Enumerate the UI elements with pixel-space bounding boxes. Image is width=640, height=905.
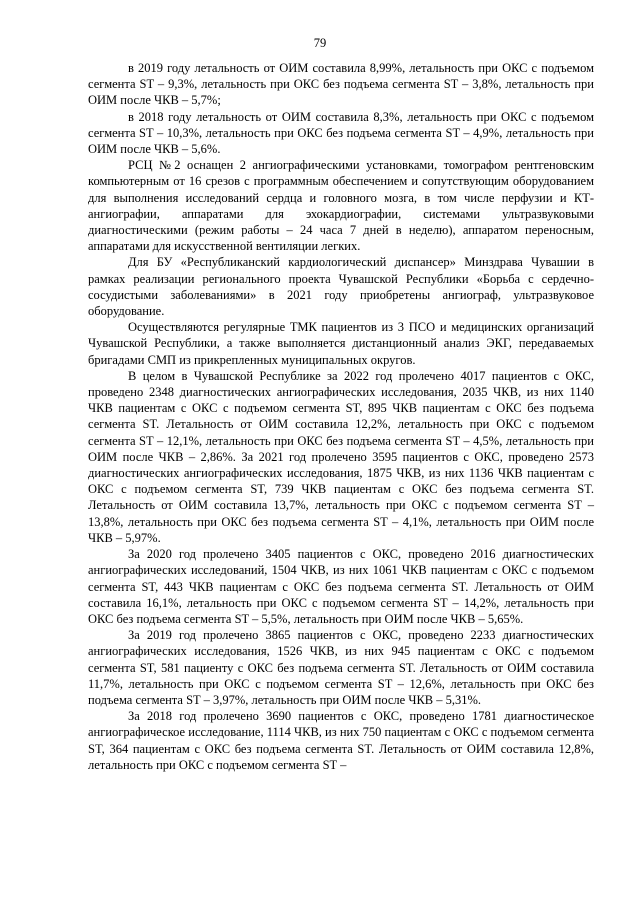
paragraph-2020: За 2020 год пролечено 3405 пациентов с ОКС, проведено 2016 диагностических ангиографических исследований, 1504 ЧКВ, из них 1061 ЧКВ пациентам с ОКС с подъемом сегмента ST, 443 ЧКВ пациентам с ОКС без подъема сегмента ST. Летальность от ОИМ составила 16,1%, летальность при ОКС с подъемом сегмента ST – 14,2%, летальность при ОКС без подъема сегмента ST – 5,5%, летальность при ОИМ после ЧКВ – 5,65%. [88,547,594,626]
paragraph-rsc2-equipment: РСЦ №2 оснащен 2 ангиографическими установками, томографом рентгеновским компьютерным от 16 срезов с программным обеспечением и сопутствующим оборудованием для выполнения исследований сердца и головного мозга, в том числе перфузии и КТ-ангиографии, аппаратами для эхокардиографии, системами ультразвуковыми диагностическими (режим работы – 24 часа 7 дней в неделю), аппаратом переносным, аппаратами для искусственной вентиляции легких. [88,158,594,254]
body-text [88,60,594,773]
page-number: 79 [313,36,327,50]
paragraph-summary-2022-2021: В целом в Чувашской Республике за 2022 год пролечено 4017 пациентов с ОКС, проведено 2348 диагностических ангиографических исследования, 2035 ЧКВ, из них 1140 ЧКВ пациентам с ОКС с подъемом сегмента ST, 895 ЧКВ пациентам с ОКС без подъема сегмента ST. Летальность от ОИМ составила 12,2%, летальность при ОКС с подъемом сегмента ST – 12,1%, летальность при ОКС без подъема сегмента ST – 4,5%, летальность при ОИМ после ЧКВ – 2,86%. За 2021 год пролечено 3595 пациентов с ОКС, проведено 2573 диагностических ангиографических исследования, 1875 ЧКВ, из них 1136 ЧКВ пациентам с ОКС с подъемом сегмента ST, 739 ЧКВ пациентам с ОКС без подъема сегмента ST. Летальность от ОИМ составила 13,7%, летальность при ОКС с подъемом сегмента ST – 13,8%, летальность при ОКС без подъема сегмента ST – 4,1%, летальность при ОИМ после ЧКВ – 5,97%. [88,368,594,545]
paragraph-lethality-2019: в 2019 году летальность от ОИМ составила 8,99%, летальность при ОКС с подъемом сегмента ST – 9,3%, летальность при ОКС без подъема сегмента ST – 3,8%, летальность при ОИМ после ЧКВ – 5,7%; [88,61,594,108]
paragraph-telemedicine: Осуществляются регулярные ТМК пациентов из 3 ПСО и медицинских организаций Чувашской Республики, а также выполняется дистанционный анализ ЭКГ, передаваемых бригадами СМП из прикрепленных муниципальных округов. [88,320,594,367]
paragraph-lethality-2018: в 2018 году летальность от ОИМ составила 8,3%, летальность при ОКС с подъемом сегмента ST – 10,3%, летальность при ОКС без подъема сегмента ST – 4,9%, летальность при ОИМ после ЧКВ – 5,6%. [88,109,594,157]
paragraph-2018: За 2018 год пролечено 3690 пациентов с ОКС, проведено 1781 диагностическое ангиографическое исследование, 1114 ЧКВ, из них 750 пациентам с ОКС с подъемом сегмента ST, 364 пациентам с ОКС без подъема сегмента ST. Летальность от ОИМ составила 12,8%, летальность при ОКС с подъемом сегмента ST – [88,709,594,772]
paragraph-2019: За 2019 год пролечено 3865 пациентов с ОКС, проведено 2233 диагностических ангиографических исследования, 1526 ЧКВ, из них 945 пациентам с ОКС с подъемом сегмента ST, 581 пациенту с ОКС без подъема сегмента ST. Летальность от ОИМ составила 11,7%, летальность при ОКС с подъемом сегмента ST – 12,6%, летальность при ОКС без подъема сегмента ST – 3,97%, летальность при ОИМ после ЧКВ – 5,31%. [88,628,594,707]
paragraph-cardiology-dispensary: Для БУ «Республиканский кардиологический диспансер» Минздрава Чувашии в рамках реализации регионального проекта Чувашской Республики «Борьба с сердечно-сосудистыми заболеваниями» в 2021 году приобретены ангиограф, ультразвуковое оборудование. [88,255,594,319]
